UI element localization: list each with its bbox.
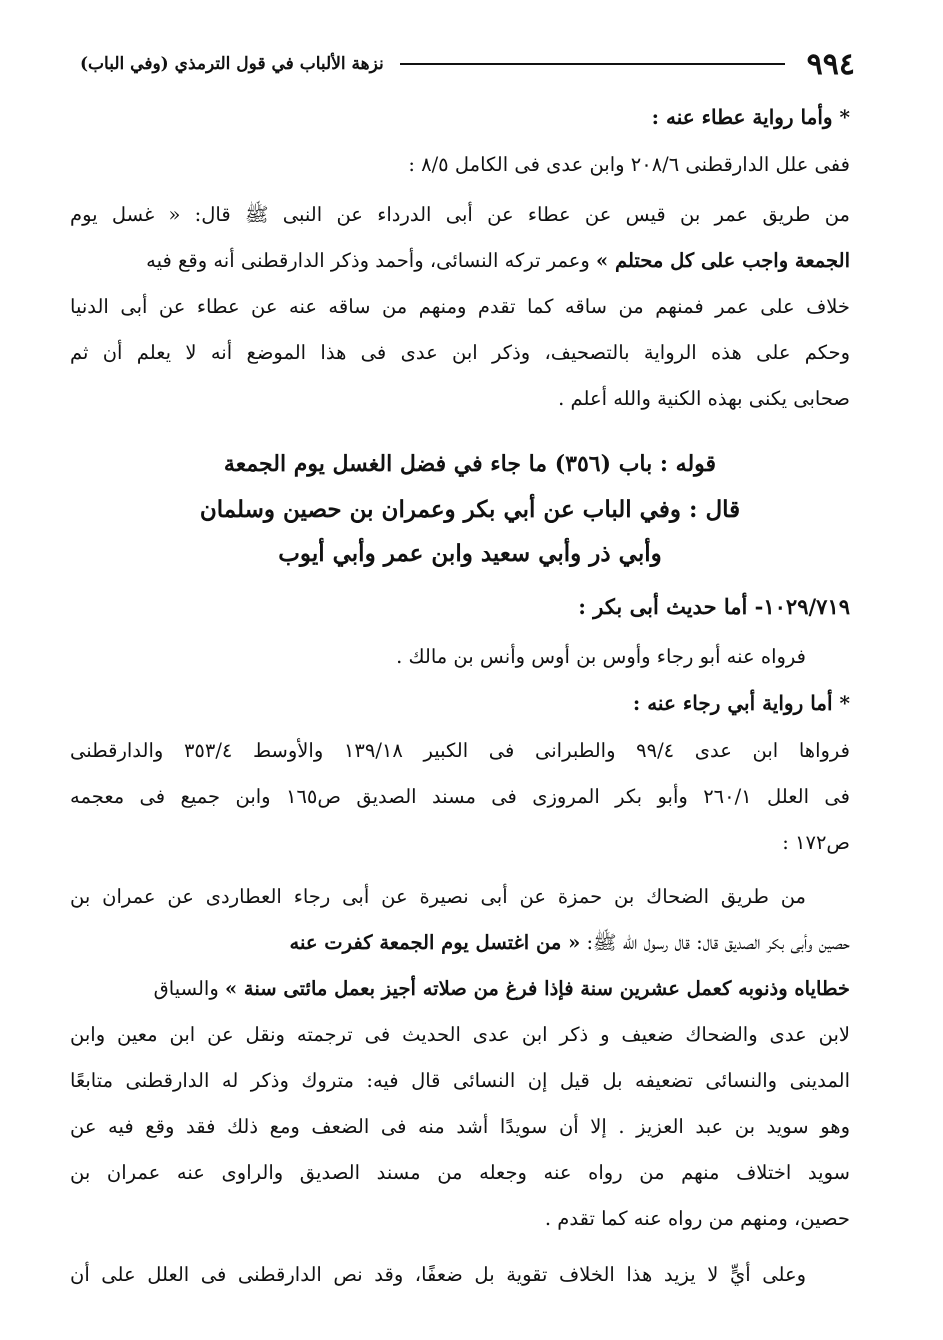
paragraph-line: [70, 242, 850, 282]
paragraph-line: سويد اختلاف منهم من رواه عنه وجعله من مسند الصديق والراوى عنه عمران بن: [70, 1161, 850, 1184]
paragraph-line: من طريق الضحاك بن حمزة عن أبى نصيرة عن أبى رجاء العطاردى عن عمران بن: [70, 885, 806, 908]
hadith-number-heading: ١٠٢٩/٧١٩- أما حديث أبى بكر :: [578, 594, 850, 619]
paragraph-line: [70, 924, 850, 964]
paragraph-line: وحكم على هذه الرواية بالتصحيف، وذكر ابن عدى فى هذا الموضع أنه لا يعلم أن ثم: [70, 341, 850, 364]
paragraph-text: وعمر تركه النسائى، وأحمد وذكر الدارقطنى أنه وقع فيه: [146, 249, 596, 272]
paragraph-line: خلاف على عمر فمنهم من ساقه كما تقدم ومنهم من ساقه عنه عن عطاء عن أبى الدنيا: [70, 295, 850, 318]
hadith-text: خطاياه وذنوبه كعمل عشرين سنة فإذا فرغ من صلاته أجيز بعمل مائتى سنة »: [224, 977, 850, 1000]
header-rule: [400, 63, 785, 65]
paragraph-line: [70, 970, 850, 1010]
running-title: نزهة الألباب في قول الترمذي (وفي الباب): [80, 54, 384, 74]
paragraph-text: حصين وأبى بكر الصديق قال: قال رسول الله ﷺ:: [580, 931, 850, 954]
source-line: ص١٧٢ :: [782, 831, 850, 854]
source-line: فرواها ابن عدى ٩٩/٤ والطبرانى فى الكبير ١٣٩/١٨ والأوسط ٣٥٣/٤ والدارقطنى: [70, 739, 850, 762]
page-number: ٩٩٤: [806, 46, 855, 82]
paragraph-line: المدينى والنسائى تضعيفه بل قيل إن النسائى قال فيه: متروك وذكر له الدارقطنى متابعًا: [70, 1069, 850, 1092]
paragraph-line: من طريق عمر بن قيس عن عطاء عن أبى الدرداء عن النبى ﷺ قال: « غسل يوم: [70, 203, 850, 226]
paragraph-line: لابن عدى والضحاك ضعيف و ذكر ابن عدى الحديث فى ترجمته ونقل عن ابن معين وابن: [70, 1023, 850, 1046]
source-line: ففى علل الدارقطنى ٢٠٨/٦ وابن عدى فى الكامل ٨/٥ :: [408, 153, 850, 176]
section-heading-ata: * وأما رواية عطاء عنه :: [651, 105, 850, 129]
hadith-text: الجمعة واجب على كل محتلم »: [596, 249, 850, 272]
paragraph-line: وهو سويد بن عبد العزيز . إلا أن سويدًا أشد منه فى الضعف ومع ذلك فقد وقع فيه عن: [70, 1115, 850, 1138]
qal-line: وأبي ذر وأبي سعيد وابن عمر وأبي أيوب: [278, 540, 662, 567]
qal-line: قال : وفي الباب عن أبي بكر وعمران بن حصين وسلمان: [199, 496, 741, 523]
bab-title: قوله : باب (٣٥٦) ما جاء في فضل الغسل يوم الجمعة: [223, 451, 717, 477]
paragraph-line: صحابى يكنى بهذه الكنية والله أعلم .: [558, 387, 850, 410]
paragraph-line: وعلى أيٍّ لا يزيد هذا الخلاف تقوية بل ضعفًا، وقد نص الدارقطنى فى العلل على أن: [70, 1263, 806, 1286]
paragraph-text: والسياق: [153, 977, 225, 1000]
hadith-text: « من اغتسل يوم الجمعة كفرت عنه: [289, 931, 581, 954]
paragraph-line: حصين، ومنهم من رواه عنه كما تقدم .: [544, 1207, 850, 1230]
page-header: [80, 46, 855, 82]
narrators-line: فرواه عنه أبو رجاء وأوس بن أوس وأنس بن مالك .: [396, 645, 806, 668]
section-heading-abu-raja: * أما رواية أبي رجاء عنه :: [632, 691, 850, 715]
source-line: فى العلل ٢٦٠/١ وأبو بكر المروزى فى مسند الصديق ص١٦٥ وابن جميع فى معجمه: [70, 785, 850, 808]
